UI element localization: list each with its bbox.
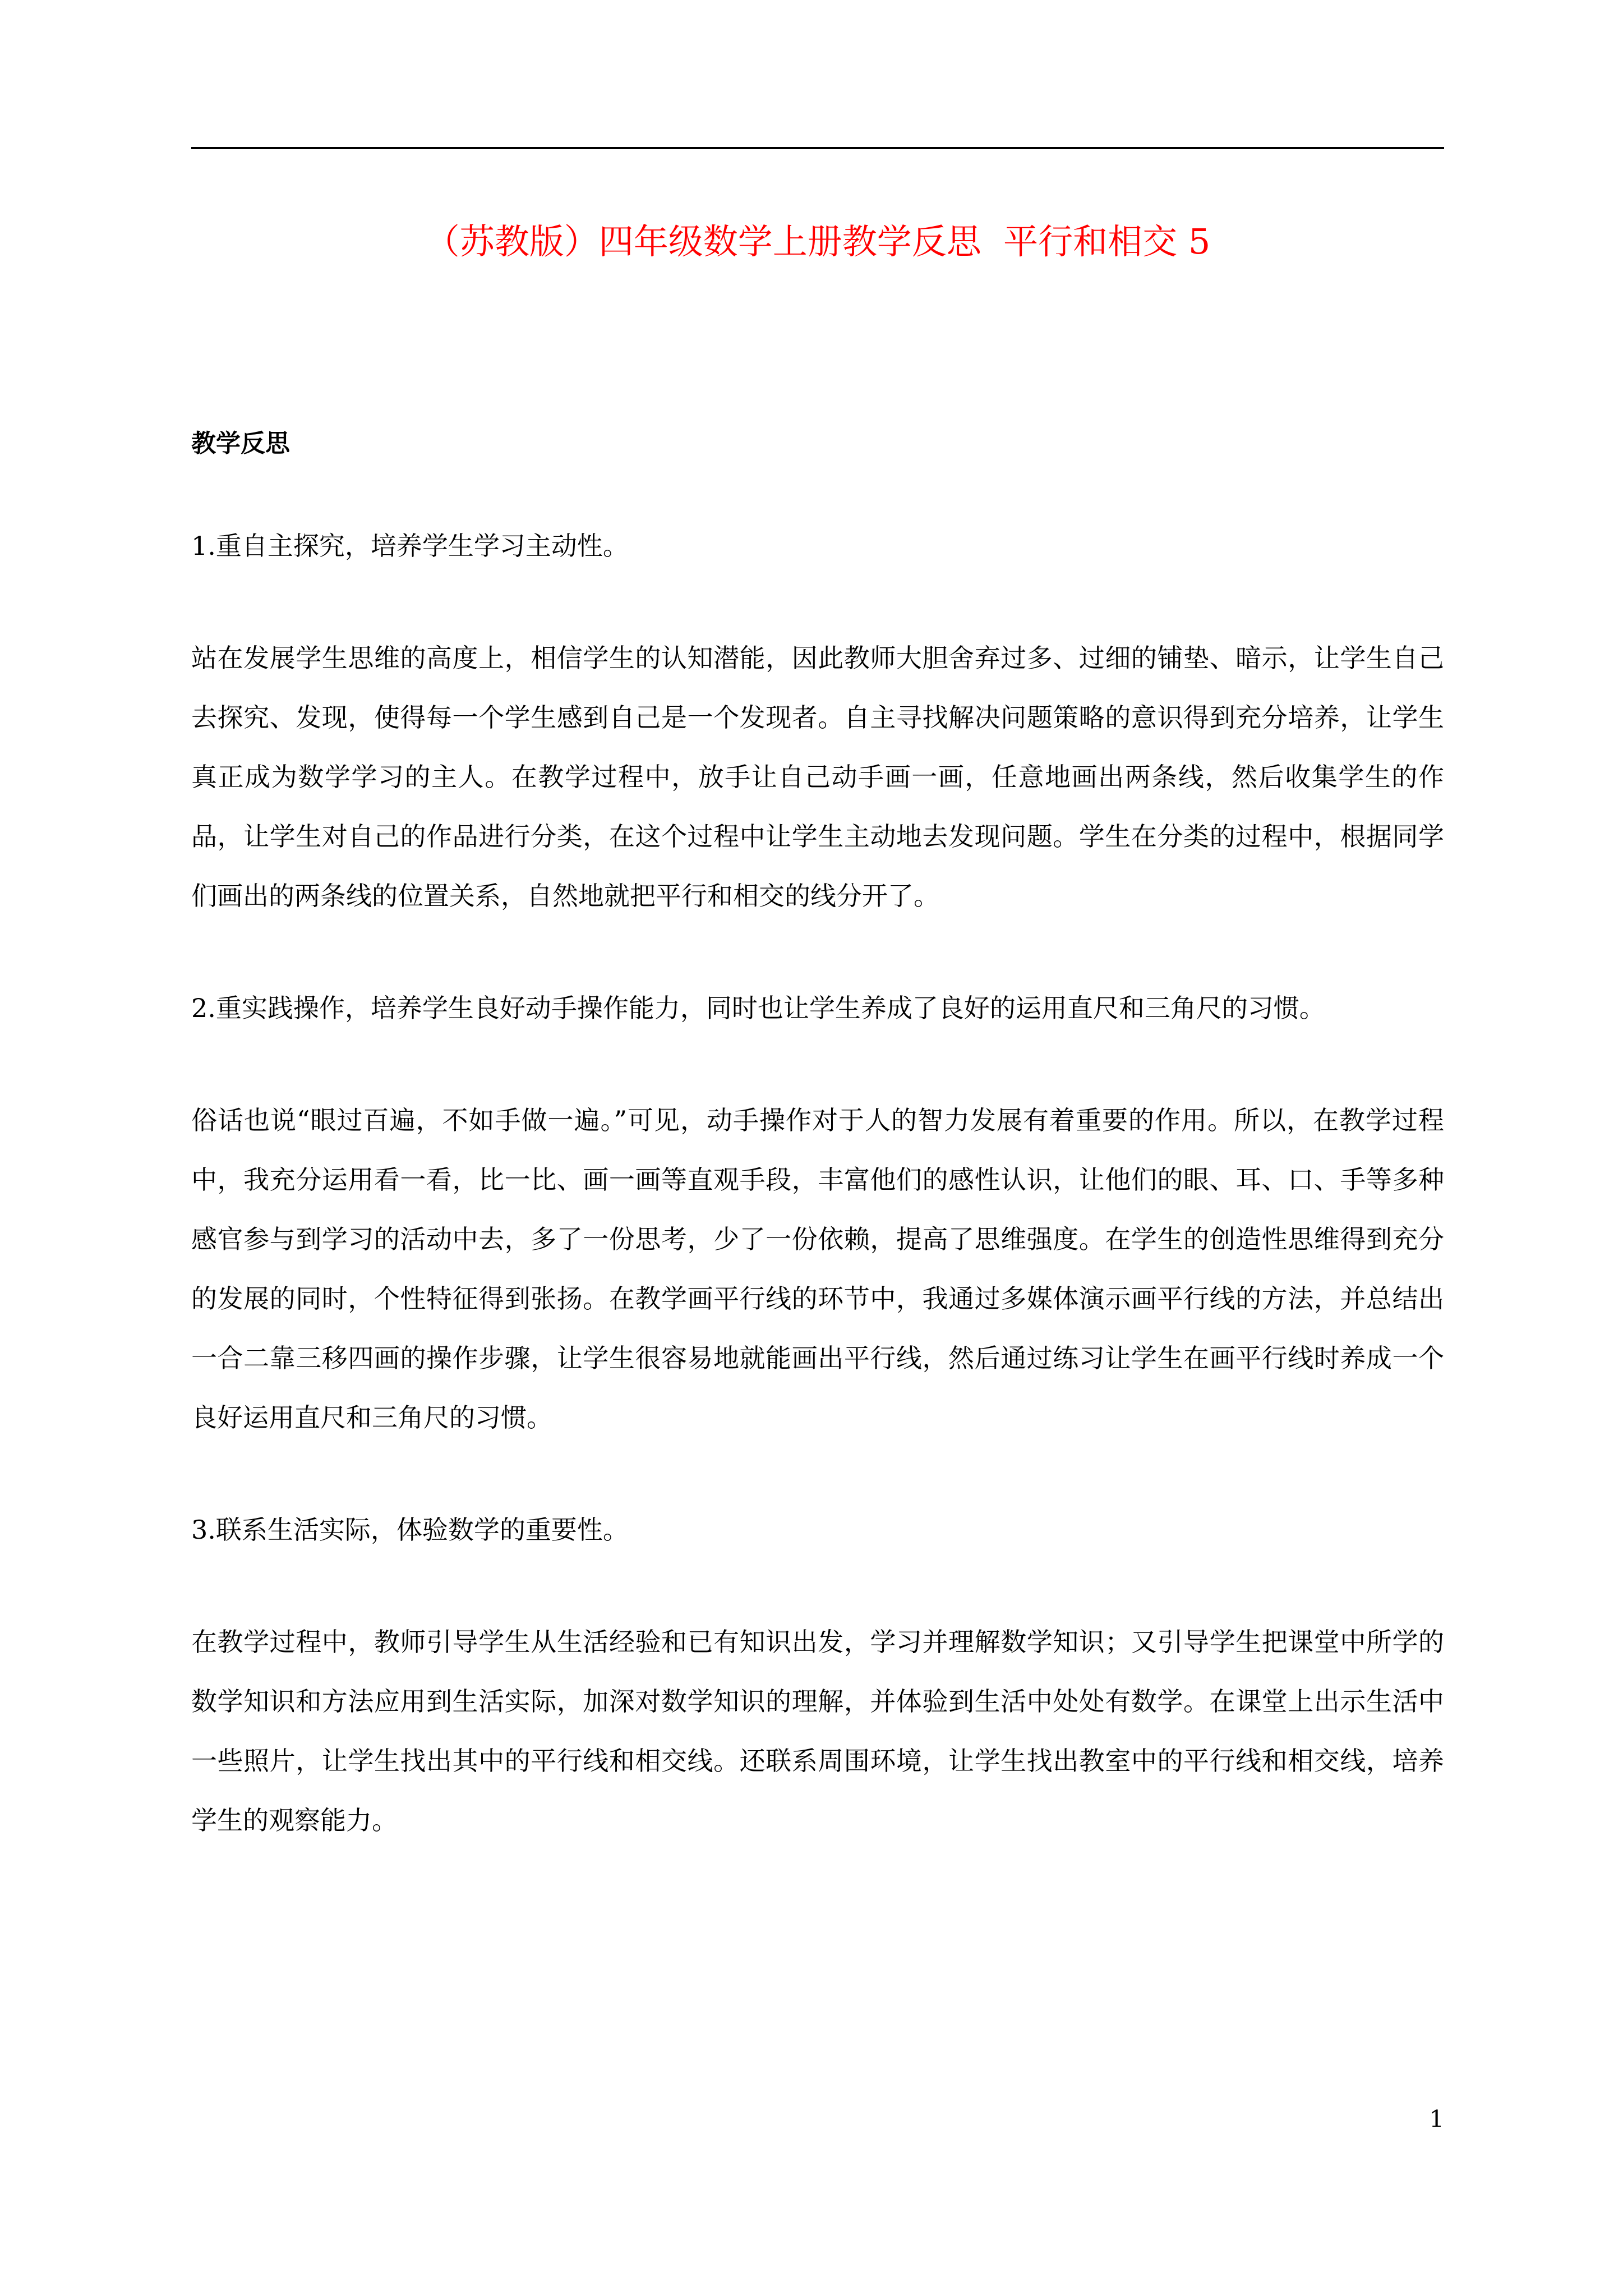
page-number: 1 — [1429, 2105, 1444, 2133]
header-rule — [191, 147, 1444, 149]
document-title: （苏教版）四年级数学上册教学反思 平行和相交 5 — [425, 221, 1211, 262]
point-paragraph-1: 站在发展学生思维的高度上，相信学生的认知潜能，因此教师大胆舍弃过多、过细的铺垫、暗示，让学生自己去探究、发现，使得每一个学生感到自己是一个发现者。自主寻找解决问题策略的意识得到充分培养，让学生真正成为数学学习的主人。在教学过程中，放手让自己动手画一画，任意地画出两条线，然后收集学生的作品，让学生对自己的作品进行分类，在这个过程中让学生主动地去发现问题。学生在分类的过程中，根据同学们画出的两条线的位置关系，自然地就把平行和相交的线分开了。 — [191, 643, 1444, 911]
point-paragraph-3: 在教学过程中，教师引导学生从生活经验和已有知识出发，学习并理解数学知识；又引导学生把课堂中所学的数学知识和方法应用到生活实际，加深对数学知识的理解，并体验到生活中处处有数学。在课堂上出示生活中一些照片，让学生找出其中的平行线和相交线。还联系周围环境，让学生找出教室中的平行线和相交线，培养学生的观察能力。 — [191, 1627, 1444, 1835]
document-body — [191, 418, 1444, 1903]
section-heading: 教学反思 — [191, 429, 290, 458]
point-heading-1: 1.重自主探究，培养学生学习主动性。 — [191, 531, 629, 561]
point-paragraph-2: 俗话也说“眼过百遍，不如手做一遍。”可见，动手操作对于人的智力发展有着重要的作用。所以，在教学过程中，我充分运用看一看，比一比、画一画等直观手段，丰富他们的感性认识，让他们的眼、耳、口、手等多种感官参与到学习的活动中去，多了一份思考，少了一份依赖，提高了思维强度。在学生的创造性思维得到充分的发展的同时，个性特征得到张扬。在教学画平行线的环节中，我通过多媒体演示画平行线的方法，并总结出一合二靠三移四画的操作步骤，让学生很容易地就能画出平行线，然后通过练习让学生在画平行线时养成一个良好运用直尺和三角尺的习惯。 — [191, 1105, 1444, 1433]
point-heading-2: 2.重实践操作，培养学生良好动手操作能力，同时也让学生养成了良好的运用直尺和三角尺的习惯。 — [191, 993, 1325, 1023]
point-heading-3: 3.联系生活实际，体验数学的重要性。 — [191, 1515, 629, 1545]
